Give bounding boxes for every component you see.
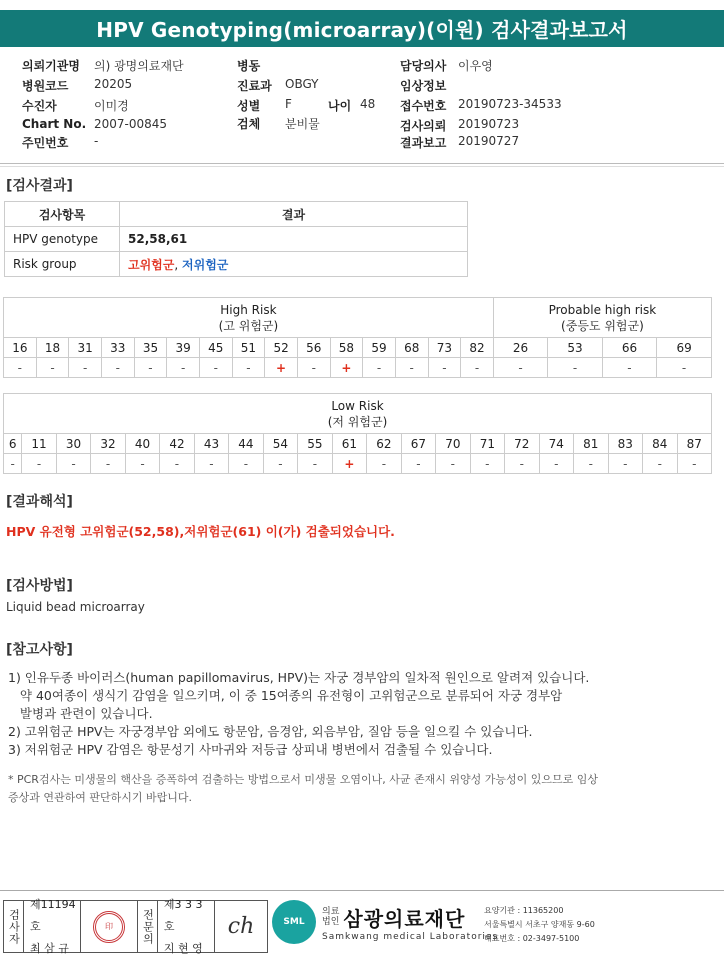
info-label: 담당의사 [400,59,447,73]
genotype-result-cell: - [428,358,461,378]
high-risk-tag: 고위험군 [128,257,175,272]
seal-icon: 印 [93,911,125,943]
genotype-result-cell: + [265,358,298,378]
info-label: 검사의뢰 [400,119,447,133]
genotype-number-cell: 81 [574,434,608,454]
low-risk-subtitle: (저 위험군) [327,414,388,429]
divider [0,163,724,164]
method-text: Liquid bead microarray [6,600,145,614]
footer-divider [0,890,724,891]
note-line: 1) 인유두종 바이러스(human papillomavirus, HPV)는 자궁 경부암의 일차적 원인으로 알려져 있습니다. [8,670,590,685]
genotype-number-cell: 67 [401,434,435,454]
genotype-number-cell: 42 [160,434,194,454]
genotype-number-cell: 32 [91,434,125,454]
result-label: HPV genotype [5,227,120,252]
genotype-result-cell: - [367,454,401,474]
info-label: 검체 [237,117,261,131]
info-value: 분비물 [285,117,320,131]
fine-print [8,771,708,807]
info-value: 이미경 [94,99,129,113]
genotype-result-cell: - [470,454,504,474]
probable-risk-title: Probable high risk [548,302,657,317]
info-label: 의뢰기관명 [22,59,80,73]
genotype-number-cell: 55 [298,434,332,454]
info-value: 의) 광명의료재단 [94,59,184,73]
low-risk-table [3,393,712,474]
genotype-result-cell: - [91,454,125,474]
logo-name-row [322,903,498,932]
genotype-number-cell: 87 [677,434,712,454]
genotype-number-cell: 44 [229,434,263,454]
result-header-item: 검사항목 [5,202,120,227]
genotype-result-cell: - [69,358,102,378]
high-risk-table [3,297,712,378]
genotype-result-cell: - [657,358,712,378]
genotype-number-cell: 68 [395,338,428,358]
reference-notes [8,669,708,759]
approver-label: 전문의 [138,901,158,952]
note-line: 발병과 관련이 있습니다. [8,706,153,721]
note-line: 2) 고위험군 HPV는 자궁경부암 외에도 항문암, 음경암, 외음부암, 질암 등을 일으킬 수 있습니다. [8,724,533,739]
report-title: HPV Genotyping(microarray)(이원) 검사결과보고서 [0,10,724,47]
fine-line: * PCR검사는 미생물의 핵산을 증폭하여 검출하는 방법으로서 미생물 오염이나, 사균 존재시 위양성 가능성이 있으므로 임상 [8,773,598,786]
info-label: 접수번호 [400,99,447,113]
age-label: 나이 [328,99,352,113]
info-value: 2007-00845 [94,117,168,131]
genotype-number-cell: 35 [134,338,167,358]
approver-info [158,897,215,955]
genotype-result-cell: - [297,358,330,378]
low-risk-title: Low Risk [331,398,384,413]
genotype-result-cell: - [574,454,608,474]
genotype-number-cell: 72 [505,434,539,454]
genotype-number-cell: 84 [643,434,677,454]
info-value: 20190727 [458,134,520,148]
genotype-result-cell: - [167,358,200,378]
genotype-result-cell: - [194,454,228,474]
signature-box [3,897,268,955]
genotype-result-cell: - [395,358,428,378]
lab-code: 요양기관 : 11365200 [484,906,564,915]
genotype-result-cell: - [36,358,69,378]
genotype-number-cell: 74 [539,434,573,454]
genotype-value: 52,58,61 [120,227,468,252]
info-value: OBGY [285,77,319,91]
genotype-result-cell: - [505,454,539,474]
genotype-number-cell: 16 [4,338,37,358]
info-value: 20190723 [458,117,520,131]
genotype-number-cell: 56 [297,338,330,358]
fine-line: 증상과 연관하여 판단하시기 바랍니다. [8,791,193,804]
genotype-result-cell: + [330,358,363,378]
genotype-number-cell: 33 [101,338,134,358]
genotype-result-cell: - [56,454,90,474]
genotype-result-cell: - [608,454,642,474]
note-line: 약 40여종이 생식기 감염을 일으키며, 이 중 15여종의 유전형이 고위험군으로 분류되어 자궁 경부암 [8,688,563,703]
examiner-name: 최 삼 규 [30,941,69,955]
genotype-result-cell: - [539,454,573,474]
genotype-result-cell: - [160,454,194,474]
genotype-number-cell: 6 [4,434,22,454]
info-label: 병원코드 [22,79,69,93]
genotype-number-cell: 40 [125,434,159,454]
lab-info [484,904,595,946]
genotype-number-cell: 66 [602,338,656,358]
info-label: 진료과 [237,79,272,93]
info-value: F [285,97,292,111]
genotype-result-cell: - [199,358,232,378]
result-header-result: 결과 [120,202,468,227]
lab-phone: 대표번호 : 02-3497-5100 [484,934,580,943]
genotype-result-cell: - [22,454,56,474]
genotype-result-cell: - [4,358,37,378]
logo-badge: SML [272,900,316,944]
risk-group-value [120,252,468,277]
result-table [4,201,468,277]
signature-icon: ch [227,914,255,939]
probable-risk-header [493,298,711,338]
probable-risk-subtitle: (중등도 위험군) [561,318,644,333]
info-label: 병동 [237,59,261,73]
genotype-result-cell: - [263,454,297,474]
genotype-result-cell: - [602,358,656,378]
info-label: 결과보고 [400,136,447,150]
genotype-number-cell: 52 [265,338,298,358]
genotype-number-cell: 11 [22,434,56,454]
examiner-license: 제11194호 [30,897,76,933]
genotype-number-cell: 73 [428,338,461,358]
genotype-number-cell: 51 [232,338,265,358]
logo-text [322,903,498,942]
genotype-number-cell: 69 [657,338,712,358]
genotype-number-cell: 18 [36,338,69,358]
genotype-number-cell: 83 [608,434,642,454]
approver-license: 제3 3 3 호 [163,897,203,933]
info-label: Chart No. [22,117,87,131]
examiner-info [24,897,81,955]
genotype-number-cell: 61 [332,434,366,454]
age-value: 48 [360,97,376,111]
approver-name: 지 현 영 [163,941,203,955]
lab-address: 서울특별시 서초구 양재동 9-60 [484,920,595,929]
genotype-result-cell: - [134,358,167,378]
genotype-result-cell: - [4,454,22,474]
genotype-number-cell: 53 [548,338,602,358]
section-title-interpretation: [결과해석] [6,494,73,510]
low-risk-header [4,394,712,434]
genotype-number-cell: 39 [167,338,200,358]
examiner-label: 검사자 [4,901,24,952]
note-line: 3) 저위험군 HPV 감염은 항문성기 사마귀와 저등급 상피내 병변에서 검출될 수 있습니다. [8,742,493,757]
high-risk-subtitle: (고 위험군) [218,318,279,333]
genotype-result-cell: - [229,454,263,474]
divider [0,166,724,167]
logo-name: 삼광의료재단 [343,906,466,931]
section-title-result: [검사결과] [6,178,73,194]
info-label: 주민번호 [22,136,69,150]
genotype-result-cell: - [461,358,494,378]
genotype-number-cell: 71 [470,434,504,454]
genotype-number-cell: 59 [363,338,396,358]
genotype-result-cell: - [363,358,396,378]
high-risk-header [4,298,494,338]
genotype-result-cell: - [298,454,332,474]
genotype-number-cell: 43 [194,434,228,454]
genotype-result-cell: - [493,358,547,378]
genotype-result-cell: - [677,454,712,474]
examiner-seal [81,901,138,952]
genotype-number-cell: 70 [436,434,470,454]
logo-prefix [322,907,339,927]
genotype-number-cell: 58 [330,338,363,358]
section-title-reference: [참고사항] [6,642,73,658]
info-label: 임상정보 [400,79,447,93]
lab-logo [272,900,498,944]
logo-english: Samkwang medical Laboratories [322,931,499,942]
info-value: 20190723-34533 [458,97,562,111]
result-label: Risk group [5,252,120,277]
high-risk-title: High Risk [220,302,277,317]
genotype-result-cell: - [101,358,134,378]
genotype-number-cell: 45 [199,338,232,358]
separator: , [174,257,183,272]
info-value: - [94,134,99,148]
interpretation-text: HPV 유전형 고위험군(52,58),저위험군(61) 이(가) 검출되었습니다. [6,524,395,539]
genotype-number-cell: 82 [461,338,494,358]
genotype-number-cell: 62 [367,434,401,454]
genotype-result-cell: - [436,454,470,474]
genotype-number-cell: 31 [69,338,102,358]
genotype-result-cell: + [332,454,366,474]
info-value: 20205 [94,77,133,91]
logo-prefix-1: 의료 [322,907,340,917]
genotype-result-cell: - [232,358,265,378]
info-value: 이우영 [458,59,493,73]
genotype-result-cell: - [125,454,159,474]
genotype-result-cell: - [643,454,677,474]
logo-prefix-2: 법인 [322,917,340,927]
genotype-number-cell: 30 [56,434,90,454]
info-label: 수진자 [22,99,57,113]
genotype-result-cell: - [401,454,435,474]
genotype-number-cell: 26 [493,338,547,358]
genotype-number-cell: 54 [263,434,297,454]
info-label: 성별 [237,99,261,113]
genotype-result-cell: - [548,358,602,378]
low-risk-tag: 저위험군 [182,257,229,272]
section-title-method: [검사방법] [6,578,73,594]
